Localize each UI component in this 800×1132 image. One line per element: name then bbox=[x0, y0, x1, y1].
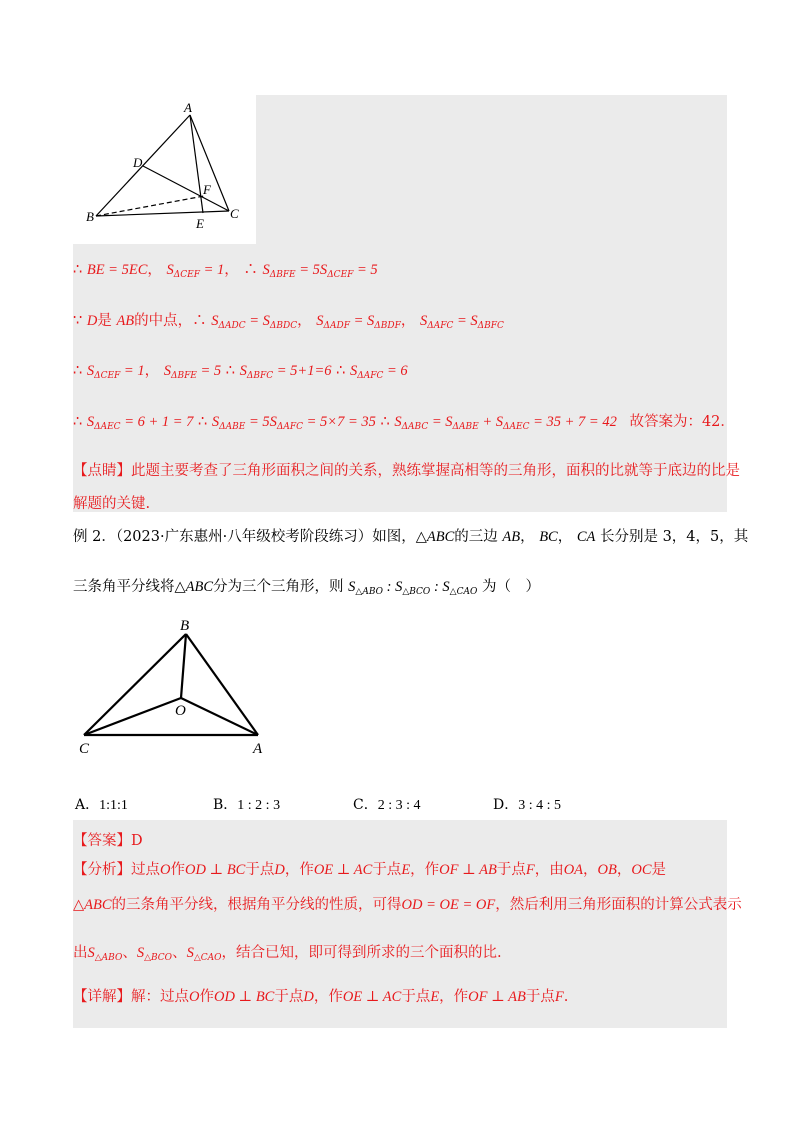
label-f: F bbox=[203, 182, 211, 197]
analysis-line-3: 出$S_{\triangle ABO}$、$S_{\triangle BCO}$、$S_{\triangle CAO}$，结合已知，即可得到所求的三个面积的比. bbox=[73, 945, 502, 963]
answer-line bbox=[73, 829, 143, 850]
option-a[interactable]: A．1:1:1 bbox=[75, 797, 128, 813]
comment-line-1: 【点睛】此题主要考查了三角形面积之间的关系，熟练掌握高相等的三角形，面积的比就等于底边的比是 bbox=[73, 463, 740, 479]
segment-ba bbox=[186, 634, 258, 735]
analysis-tag: 【分析】 bbox=[73, 862, 131, 878]
figure-triangle-abc-o bbox=[73, 612, 283, 762]
analysis-line-2: △ABC的三条角平分线，根据角平分线的性质，可得OD = OE = OF，然后利用三角形面积的计算公式表示 bbox=[73, 897, 742, 913]
answer-tag: 【答案】 bbox=[73, 833, 131, 849]
answer-value: D bbox=[131, 833, 143, 849]
segment-ao bbox=[181, 698, 258, 735]
solution-line-1: ∴ BE = 5EC， $S_{\Delta CEF} = 1$， ∴ $S_{\Delta BFE} = 5S_{\Delta CEF} = 5$ bbox=[73, 262, 378, 280]
segment-bc bbox=[84, 634, 186, 735]
label-a: A bbox=[253, 741, 263, 757]
detail-line: 【详解】解：过点O作OD ⊥ BC于点D，作OE ⊥ AC于点E，作OF ⊥ AB于点F. bbox=[73, 989, 569, 1005]
figure-triangle-abc-def bbox=[73, 95, 256, 240]
label-d: D bbox=[133, 155, 143, 170]
solution-line-2: ∵ D是 AB的中点，∴ $S_{\Delta ADC} = S_{\Delta BDC}$， $S_{\Delta ADF} = S_{\Delta BDF}$， $S_{\Delta AFC} = S_{\Delta BFC}$ bbox=[73, 313, 504, 331]
example2-line-1: 例 2．（2023·广东惠州·八年级校考阶段练习）如图，△ABC的三边 AB， BC， CA 长分别是 3，4，5，其 bbox=[73, 529, 749, 545]
analysis-line-1: 【分析】过点O作OD ⊥ BC于点D，作OE ⊥ AC于点E，作OF ⊥ AB于点F，由OA，OB，OC是 bbox=[73, 862, 667, 878]
label-a: A bbox=[184, 100, 192, 115]
label-e: E bbox=[196, 216, 204, 231]
segment-dc bbox=[143, 166, 229, 211]
option-d[interactable]: D．3 : 4 : 5 bbox=[493, 797, 562, 813]
label-b: B bbox=[86, 209, 94, 224]
solution-line-4: ∴ $S_{\Delta AEC} = 6 + 1 = 7$ ∴ $S_{\Delta ABE} = 5S_{\Delta AFC} = 5\times 7 = 35$ ∴ $S_{\Delta ABC} = S_{\Delta ABE} + S_{\Delta AEC} = 35 + 7 = 42$ 故答案为：42． bbox=[73, 414, 735, 432]
option-c[interactable]: C．2 : 3 : 4 bbox=[353, 797, 421, 813]
example2-line-2: 三条角平分线将△ABC分为三个三角形，则 $S_{\triangle ABO}$ : $S_{\triangle BCO}$ : $S_{\triangle CAO}$ 为（ ） bbox=[73, 579, 540, 597]
comment-tag: 【点睛】 bbox=[73, 463, 131, 479]
comment-line-2: 解题的关键. bbox=[73, 496, 151, 512]
segment-co bbox=[84, 698, 181, 735]
segment-bo bbox=[181, 634, 186, 698]
solution-top-bg bbox=[256, 95, 727, 244]
solution-line-3: ∴ $S_{\Delta CEF} = 1$， $S_{\Delta BFE} = 5$ ∴ $S_{\Delta BFC} = 5+1=6$ ∴ $S_{\Delta AFC} = 6$ bbox=[73, 363, 408, 381]
label-c: C bbox=[79, 741, 90, 757]
label-b: B bbox=[180, 618, 190, 634]
detail-tag: 【详解】 bbox=[73, 989, 131, 1005]
label-c: C bbox=[230, 206, 239, 221]
option-b[interactable]: B．1 : 2 : 3 bbox=[213, 797, 281, 813]
label-o: O bbox=[175, 703, 186, 719]
